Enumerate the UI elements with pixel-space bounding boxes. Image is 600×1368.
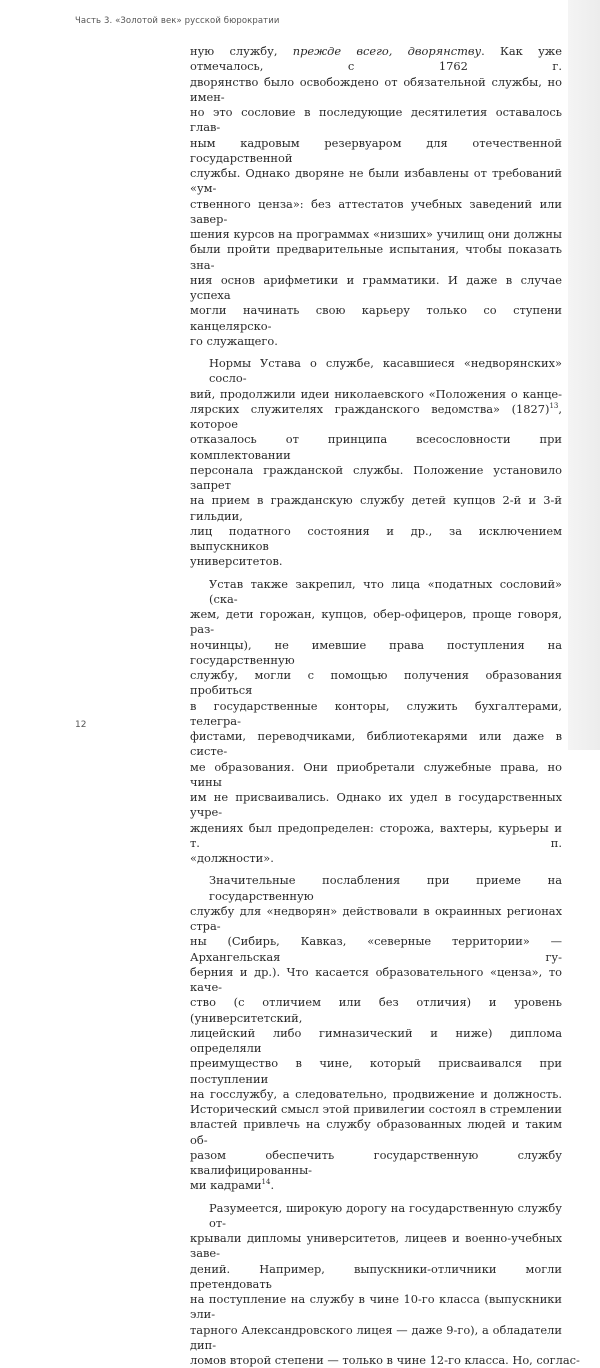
- text-line: [190, 699, 562, 730]
- text-line: [190, 995, 562, 1026]
- text-line: [190, 1323, 562, 1354]
- text-run: лярских служителях гражданского ведомства» (1827): [190, 402, 549, 416]
- text-run: ломов второй степени — только в чине 12-го класса. Но, соглас-: [190, 1353, 580, 1367]
- text-line: [190, 463, 562, 494]
- text-run: персонала гражданской службы. Положение установило запрет: [190, 463, 562, 492]
- text-line: [190, 105, 562, 136]
- text-line: [190, 44, 562, 75]
- text-line: [190, 402, 562, 433]
- text-run: преимущество в чине, который присваивался при поступлении: [190, 1056, 562, 1085]
- text-line: [190, 273, 562, 304]
- text-run: вий, продолжили идеи николаевского «Положения о канце-: [190, 387, 562, 401]
- text-line: [190, 790, 562, 821]
- text-run: на прием в гражданскую службу детей купцов 2-й и 3-й гильдии,: [190, 493, 562, 522]
- text-line: [190, 1026, 562, 1057]
- text-line: [190, 166, 562, 197]
- text-line: [190, 1292, 562, 1323]
- body-text: [190, 44, 562, 1368]
- paragraph: [190, 44, 562, 349]
- text-run: крывали дипломы университетов, лицеев и военно-учебных заве-: [190, 1231, 562, 1260]
- paragraph: [190, 873, 562, 1193]
- text-line: [190, 873, 562, 904]
- text-run: Нормы Устава о службе, касавшиеся «недворянских» сосло-: [209, 356, 562, 385]
- text-line: [190, 821, 562, 852]
- text-line: [190, 75, 562, 106]
- paragraph: [190, 356, 562, 570]
- text-line: [190, 668, 562, 699]
- text-run: Разумеется, широкую дорогу на государственную службу от-: [209, 1201, 562, 1230]
- emphasis: прежде всего, дворянству: [293, 44, 481, 58]
- text-line: [190, 1262, 562, 1293]
- paragraph: [190, 1201, 562, 1368]
- text-run: разом обеспечить государственную службу квалифицированны-: [190, 1148, 562, 1177]
- text-line: [190, 729, 562, 760]
- text-run: лиц податного состояния и др., за исключением выпускников: [190, 524, 562, 553]
- text-run: ждениях был предопределен: сторожа, вахтеры, курьеры и т. п.: [190, 821, 562, 850]
- text-line: [190, 1178, 562, 1193]
- text-line: [190, 1117, 562, 1148]
- text-run: ночинцы), не имевшие права поступления на государственную: [190, 638, 562, 667]
- text-run: жем, дети горожан, купцов, обер-офицеров, проще говоря, раз-: [190, 607, 562, 636]
- text-line: [190, 934, 562, 965]
- text-run: на госслужбу, а следовательно, продвижение и должность.: [190, 1087, 562, 1101]
- text-run: тарного Александровского лицея — даже 9-го), а обладатели дип-: [190, 1323, 562, 1352]
- text-line: [190, 387, 562, 402]
- text-run: дворянство было освобождено от обязательной службы, но имен-: [190, 75, 562, 104]
- text-run: отказалось от принципа всесословности при комплектовании: [190, 432, 562, 461]
- text-line: [190, 1102, 562, 1117]
- running-head: Часть 3. «Золотой век» русской бюрократии: [75, 16, 280, 26]
- text-run: на поступление на службу в чине 10-го класса (выпускники эли-: [190, 1292, 562, 1321]
- text-line: [190, 242, 562, 273]
- text-line: [190, 197, 562, 228]
- text-run: ную службу,: [190, 44, 293, 58]
- text-run: ми кадрами: [190, 1178, 262, 1192]
- text-line: [190, 965, 562, 996]
- footnote-ref: 13: [549, 402, 558, 410]
- text-line: [190, 493, 562, 524]
- text-run: . Как уже отмечалось, с 1762 г.: [190, 44, 562, 73]
- text-run: ство (с отличием или без отличия) и уровень (университетский,: [190, 995, 562, 1024]
- text-line: [190, 1231, 562, 1262]
- text-run: фистами, переводчиками, библиотекарями или даже в систе-: [190, 729, 562, 758]
- text-run: но это сословие в последующие десятилетия оставалось глав-: [190, 105, 562, 134]
- text-run: Значительные послабления при приеме на государственную: [209, 873, 562, 902]
- text-line: [190, 760, 562, 791]
- text-run: службы. Однако дворяне не были избавлены от требований «ум-: [190, 166, 562, 195]
- footnote-ref: 14: [262, 1178, 271, 1186]
- text-run: Исторический смысл этой привилегии состоял в стремлении: [190, 1102, 562, 1116]
- page-number: 12: [75, 720, 86, 730]
- text-run: могли начинать свою карьеру только со ступени канцелярско-: [190, 303, 562, 332]
- text-run: властей привлечь на службу образованных людей и таким об-: [190, 1117, 562, 1146]
- text-run: ным кадровым резервуаром для отечественной государственной: [190, 136, 562, 165]
- text-line: [190, 1148, 562, 1179]
- text-run: берния и др.). Что касается образовательного «ценза», то каче-: [190, 965, 562, 994]
- text-line: [190, 904, 562, 935]
- text-run: службу для «недворян» действовали в окраинных регионах стра-: [190, 904, 562, 933]
- text-line: [190, 1056, 562, 1087]
- text-run: в государственные конторы, служить бухгалтерами, телегра-: [190, 699, 562, 728]
- text-run: ственного ценза»: без аттестатов учебных заведений или завер-: [190, 197, 562, 226]
- text-line: [190, 334, 562, 349]
- text-run: ния основ арифметики и грамматики. И даже в случае успеха: [190, 273, 562, 302]
- text-run: Устав также закрепил, что лица «податных сословий» (ска-: [209, 577, 562, 606]
- text-run: ны (Сибирь, Кавказ, «северные территории» — Архангельская гу-: [190, 934, 562, 963]
- text-line: [190, 607, 562, 638]
- text-line: [190, 136, 562, 167]
- text-line: [190, 524, 562, 555]
- text-line: [190, 356, 562, 387]
- text-line: [190, 554, 562, 569]
- text-run: «должности».: [190, 851, 274, 865]
- text-line: [190, 1353, 562, 1368]
- text-run: .: [270, 1178, 274, 1192]
- text-run: дений. Например, выпускники-отличники могли претендовать: [190, 1262, 562, 1291]
- text-line: [190, 638, 562, 669]
- text-line: [190, 851, 562, 866]
- page-edge: [568, 0, 600, 750]
- text-run: го служащего.: [190, 334, 278, 348]
- text-run: были пройти предварительные испытания, чтобы показать зна-: [190, 242, 562, 271]
- text-run: ме образования. Они приобретали служебные права, но чины: [190, 760, 562, 789]
- text-run: университетов.: [190, 554, 283, 568]
- text-run: шения курсов на программах «низших» училищ они должны: [190, 227, 562, 241]
- text-line: [190, 577, 562, 608]
- text-line: [190, 432, 562, 463]
- paragraph: [190, 577, 562, 867]
- text-run: , которое: [190, 402, 562, 431]
- text-line: [190, 303, 562, 334]
- text-line: [190, 1201, 562, 1232]
- text-line: [190, 227, 562, 242]
- text-line: [190, 1087, 562, 1102]
- text-run: им не присваивались. Однако их удел в государственных учре-: [190, 790, 562, 819]
- text-run: службу, могли с помощью получения образования пробиться: [190, 668, 562, 697]
- text-run: лицейский либо гимназический и ниже) диплома определяли: [190, 1026, 562, 1055]
